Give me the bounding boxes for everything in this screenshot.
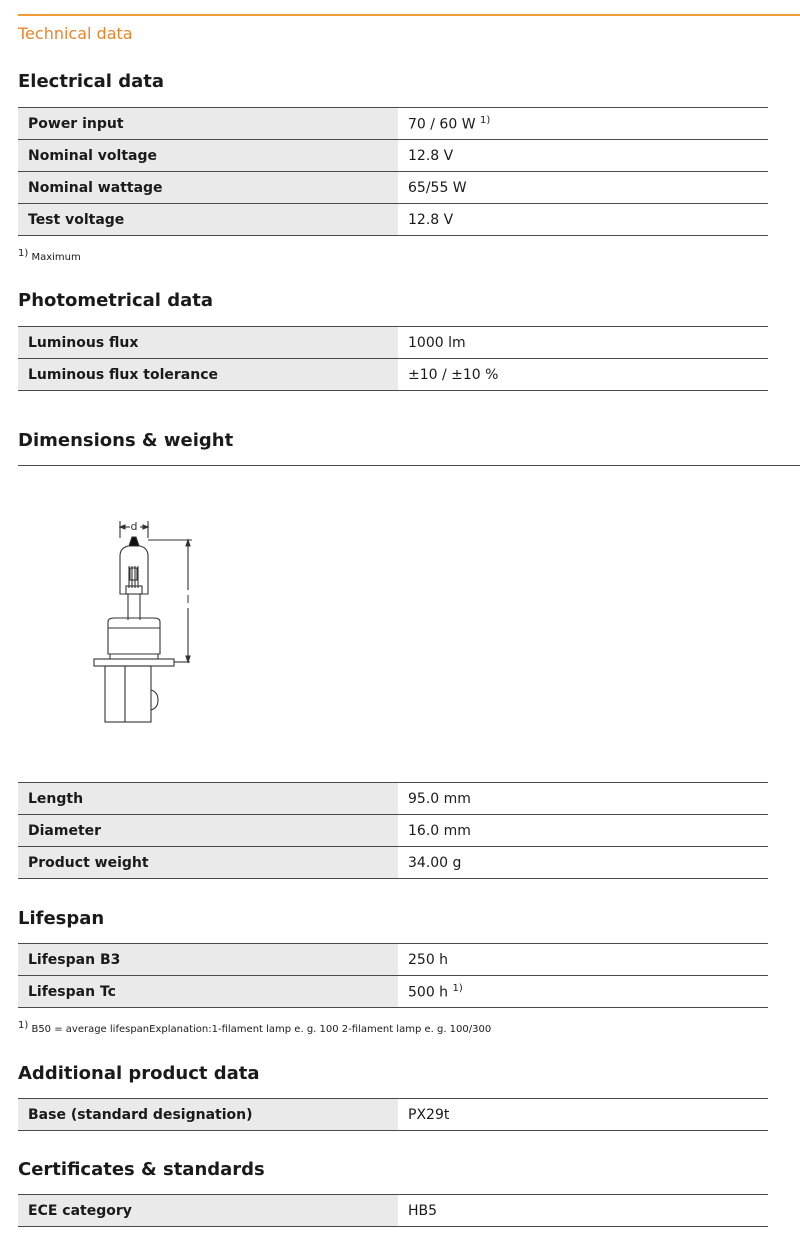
- lifespan-footnote: $^{1)}$ B50 = average lifespanExplanation:1-filament lamp e. g. 100 2-filament lamp e. g. 100/300: [18, 1020, 492, 1035]
- electrical-footnote: $^{1)}$ Maximum: [18, 248, 81, 263]
- row-value: 500 h $^{1)}$: [398, 976, 768, 1008]
- table-row: [18, 140, 768, 172]
- table-row: [18, 815, 768, 847]
- row-label: Nominal voltage: [18, 140, 398, 172]
- additional-data-table: [18, 1098, 768, 1131]
- row-value: 12.8 V: [398, 140, 768, 172]
- dimensions-table: [18, 782, 768, 879]
- lifespan-heading: Lifespan: [18, 908, 105, 929]
- table-row: [18, 944, 768, 976]
- table-row: [18, 1195, 768, 1227]
- row-label: Lifespan Tc: [18, 976, 398, 1008]
- row-label: Luminous flux: [18, 327, 398, 359]
- photometrical-data-heading: Photometrical data: [18, 290, 213, 311]
- page-title: Technical data: [18, 24, 133, 43]
- photometrical-data-table: [18, 326, 768, 391]
- section-divider: [18, 465, 800, 466]
- top-divider: [18, 14, 800, 16]
- certificates-heading: Certificates & standards: [18, 1159, 265, 1180]
- dimensions-heading: Dimensions & weight: [18, 430, 234, 451]
- row-value: HB5: [398, 1195, 768, 1227]
- row-label: ECE category: [18, 1195, 398, 1227]
- table-row: [18, 327, 768, 359]
- row-value: 250 h: [398, 944, 768, 976]
- electrical-data-table: [18, 107, 768, 236]
- row-value: 70 / 60 W $^{1)}$: [398, 108, 768, 140]
- diameter-label: d: [130, 520, 138, 533]
- row-label: Base (standard designation): [18, 1099, 398, 1131]
- row-value: 95.0 mm: [398, 783, 768, 815]
- row-value: PX29t: [398, 1099, 768, 1131]
- row-label: Lifespan B3: [18, 944, 398, 976]
- table-row: [18, 172, 768, 204]
- row-label: Product weight: [18, 847, 398, 879]
- row-value: 16.0 mm: [398, 815, 768, 847]
- row-label: Power input: [18, 108, 398, 140]
- footnote-marker: 1): [452, 982, 463, 994]
- row-label: Test voltage: [18, 204, 398, 236]
- table-row: [18, 783, 768, 815]
- row-value: 12.8 V: [398, 204, 768, 236]
- row-value: 34.00 g: [398, 847, 768, 879]
- row-label: Luminous flux tolerance: [18, 359, 398, 391]
- lamp-dimension-drawing: [80, 510, 210, 735]
- table-row: [18, 847, 768, 879]
- row-label: Nominal wattage: [18, 172, 398, 204]
- additional-data-heading: Additional product data: [18, 1063, 260, 1084]
- row-label: Length: [18, 783, 398, 815]
- lifespan-table: [18, 943, 768, 1008]
- table-row: [18, 1099, 768, 1131]
- length-label: l: [186, 593, 190, 606]
- table-row: [18, 204, 768, 236]
- row-value: 1000 lm: [398, 327, 768, 359]
- electrical-data-heading: Electrical data: [18, 71, 165, 92]
- row-value: ±10 / ±10 %: [398, 359, 768, 391]
- certificates-table: [18, 1194, 768, 1227]
- table-row: [18, 976, 768, 1008]
- table-row: [18, 108, 768, 140]
- table-row: [18, 359, 768, 391]
- footnote-marker: 1): [480, 114, 491, 126]
- row-label: Diameter: [18, 815, 398, 847]
- row-value: 65/55 W: [398, 172, 768, 204]
